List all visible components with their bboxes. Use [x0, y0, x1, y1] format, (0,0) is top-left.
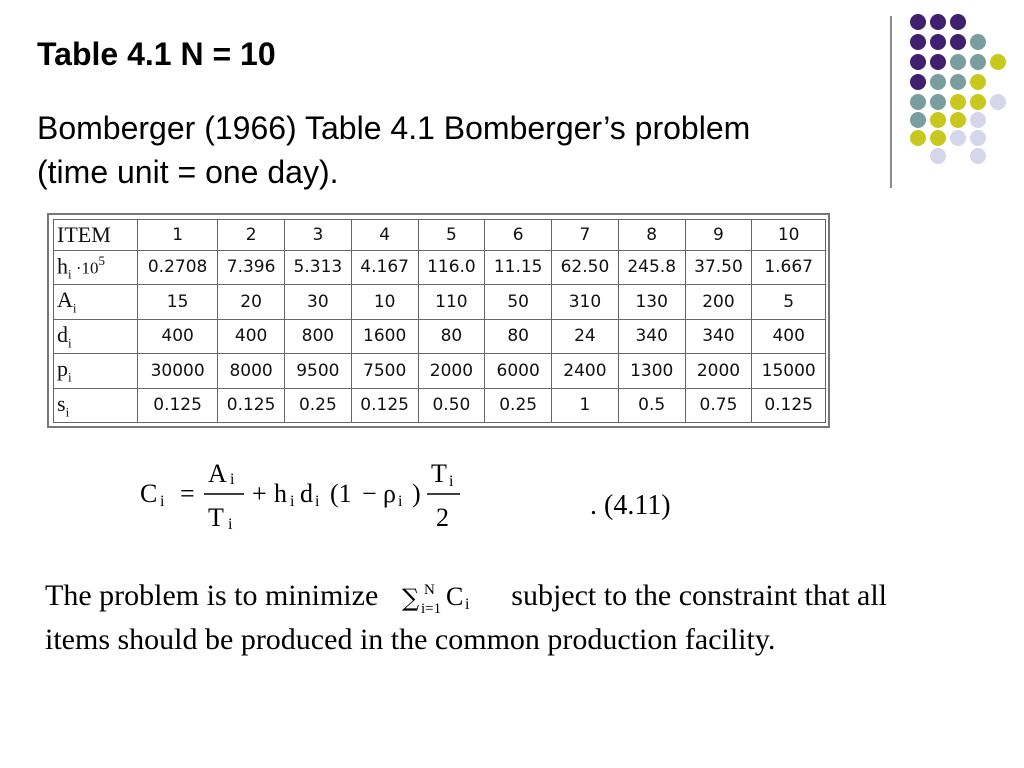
table-cell: 400: [752, 319, 826, 353]
table-cell: 6000: [485, 354, 552, 388]
formula-plus: +: [252, 479, 267, 508]
decorative-dot: [930, 112, 946, 128]
row-subscript: i: [68, 369, 72, 385]
row-label: [54, 285, 138, 319]
decorative-dot: [910, 14, 926, 30]
formula-paren-close: ): [412, 479, 421, 508]
row-label: [54, 250, 138, 285]
table-cell: 80: [485, 319, 552, 353]
decorative-dot: [990, 94, 1006, 110]
table-cell: 340: [618, 319, 685, 353]
table-cell: 0.75: [685, 388, 752, 422]
table-row: [54, 285, 826, 319]
table-cell: 400: [138, 319, 218, 353]
sum-term-sub: i: [464, 596, 470, 614]
decorative-dot: [970, 148, 986, 164]
sum-symbol: ∑: [401, 584, 419, 613]
header-item-number: 5: [418, 220, 485, 251]
sum-lower-limit: i=1: [420, 601, 441, 614]
header-item-number: 10: [752, 220, 826, 251]
frac2-numerator-sub: i: [449, 473, 454, 490]
decorative-dot: [970, 112, 986, 128]
frac2-denominator: 2: [436, 503, 449, 532]
sum-term: C: [445, 583, 464, 612]
table-cell: 30: [284, 285, 351, 319]
decorative-dot: [970, 54, 986, 70]
decorative-dot: [910, 54, 926, 70]
decorative-dot: [930, 34, 946, 50]
table-row: [54, 388, 826, 422]
statement-intro: The problem is to minimize: [45, 579, 379, 612]
decorative-dot: [970, 74, 986, 90]
row-subscript: i: [65, 403, 70, 419]
table-cell: 340: [685, 319, 752, 353]
sum-expression: [386, 583, 504, 613]
decorative-dot: [950, 112, 966, 128]
table-cell: 1300: [618, 354, 685, 388]
header-item-number: 8: [618, 220, 685, 251]
row-subscript: i: [68, 266, 72, 282]
formula-h-sub: i: [290, 493, 295, 510]
table-cell: 10: [351, 285, 418, 319]
table-cell: 800: [284, 319, 351, 353]
table-row: [54, 319, 826, 353]
frac2-numerator: T: [431, 459, 447, 488]
decorative-dot: [990, 54, 1006, 70]
header-item-number: 7: [552, 220, 619, 251]
table-cell: 400: [218, 319, 285, 353]
table-cell: 0.50: [418, 388, 485, 422]
table-cell: 5: [752, 285, 826, 319]
table-cell: 5.313: [284, 250, 351, 285]
formula-d: d: [300, 479, 313, 508]
decorative-dot: [930, 94, 946, 110]
bomberger-table-frame: [47, 213, 830, 428]
row-label: [54, 319, 138, 353]
decorative-dot: [950, 14, 966, 30]
table-row: [54, 354, 826, 388]
statement-rest: subject to the constraint that all items should be produced in the common production facility.: [45, 579, 888, 656]
table-cell: 11.15: [485, 250, 552, 285]
row-symbol: A: [57, 287, 73, 313]
table-cell: 310: [552, 285, 619, 319]
slide-title: Table 4.1 N = 10: [37, 36, 276, 72]
slide-subtitle: Bomberger (1966) Table 4.1 Bomberger’s problem (time unit = one day).: [37, 110, 751, 190]
decorative-dot: [970, 130, 986, 146]
decorative-dot: [950, 94, 966, 110]
header-item-label: ITEM: [54, 220, 138, 251]
table-cell: 20: [218, 285, 285, 319]
formula-rho: ρ: [383, 479, 396, 508]
row-label: [54, 354, 138, 388]
row-label: [54, 388, 138, 422]
table-cell: 0.125: [351, 388, 418, 422]
formula-lhs: C: [140, 479, 158, 508]
bomberger-table: [53, 219, 826, 423]
header-item-number: 6: [485, 220, 552, 251]
table-cell: 15: [138, 285, 218, 319]
decorative-dot: [930, 14, 946, 30]
header-item-number: 9: [685, 220, 752, 251]
header-item-number: 2: [218, 220, 285, 251]
header-item-number: 4: [351, 220, 418, 251]
table-cell: 0.125: [218, 388, 285, 422]
table-cell: 2000: [685, 354, 752, 388]
header-item-number: 3: [284, 220, 351, 251]
formula-minus: −: [362, 479, 377, 508]
table-cell: 116.0: [418, 250, 485, 285]
decorative-dot: [910, 34, 926, 50]
table-cell: 0.25: [485, 388, 552, 422]
formula-lhs-sub: i: [160, 493, 165, 510]
row-symbol: p: [57, 356, 68, 382]
table-cell: 1.667: [752, 250, 826, 285]
table-cell: 0.125: [138, 388, 218, 422]
table-cell: 110: [418, 285, 485, 319]
decorative-dot: [930, 148, 946, 164]
row-symbol: s: [57, 390, 66, 416]
decorative-dot: [910, 130, 926, 146]
table-cell: 2400: [552, 354, 619, 388]
table-cell: 1600: [351, 319, 418, 353]
frac1-denominator: T: [208, 503, 224, 532]
decorative-dot: [950, 34, 966, 50]
problem-statement: [45, 574, 945, 662]
frac1-denominator-sub: i: [228, 516, 233, 533]
decorative-dot: [930, 54, 946, 70]
table-row: [54, 250, 826, 285]
table-cell: 7500: [351, 354, 418, 388]
formula-equals: =: [180, 479, 195, 508]
equation-number: . (4.11): [590, 490, 671, 521]
table-cell: 2000: [418, 354, 485, 388]
table-cell: 245.8: [618, 250, 685, 285]
table-cell: 30000: [138, 354, 218, 388]
table-cell: 200: [685, 285, 752, 319]
table-cell: 1: [552, 388, 619, 422]
decorative-divider: [890, 16, 892, 188]
table-cell: 15000: [752, 354, 826, 388]
table-cell: 4.167: [351, 250, 418, 285]
table-cell: 50: [485, 285, 552, 319]
table-cell: 8000: [218, 354, 285, 388]
row-subscript: i: [72, 300, 77, 316]
table-cell: 0.2708: [138, 250, 218, 285]
row-superscript: 5: [98, 252, 106, 268]
decorative-dot: [950, 130, 966, 146]
table-cell: 0.5: [618, 388, 685, 422]
table-header-row: [54, 220, 826, 251]
decorative-dot: [930, 74, 946, 90]
frac1-numerator: A: [208, 459, 227, 488]
decorative-dot: [950, 54, 966, 70]
decorative-dot: [910, 112, 926, 128]
table-cell: 0.25: [284, 388, 351, 422]
decorative-dot: [910, 94, 926, 110]
formula-d-sub: i: [315, 493, 320, 510]
formula-paren-open: (1: [330, 479, 352, 508]
header-item-number: 1: [138, 220, 218, 251]
table-cell: 130: [618, 285, 685, 319]
formula-h: h: [274, 479, 287, 508]
table-cell: 7.396: [218, 250, 285, 285]
table-cell: 0.125: [752, 388, 826, 422]
table-cell: 9500: [284, 354, 351, 388]
decorative-dot: [950, 74, 966, 90]
formula-rho-sub: i: [398, 493, 403, 510]
decorative-dot: [970, 34, 986, 50]
decorative-dot: [970, 94, 986, 110]
sum-upper-limit: N: [423, 583, 435, 599]
row-subscript: i: [68, 335, 72, 351]
row-symbol: h: [57, 252, 68, 278]
row-symbol: d: [57, 321, 68, 347]
table-cell: 37.50: [685, 250, 752, 285]
decorative-dot: [930, 130, 946, 146]
row-suffix: ·10: [71, 257, 99, 277]
frac1-numerator-sub: i: [230, 471, 235, 488]
table-cell: 24: [552, 319, 619, 353]
table-cell: 80: [418, 319, 485, 353]
table-cell: 62.50: [552, 250, 619, 285]
decorative-dot: [910, 74, 926, 90]
